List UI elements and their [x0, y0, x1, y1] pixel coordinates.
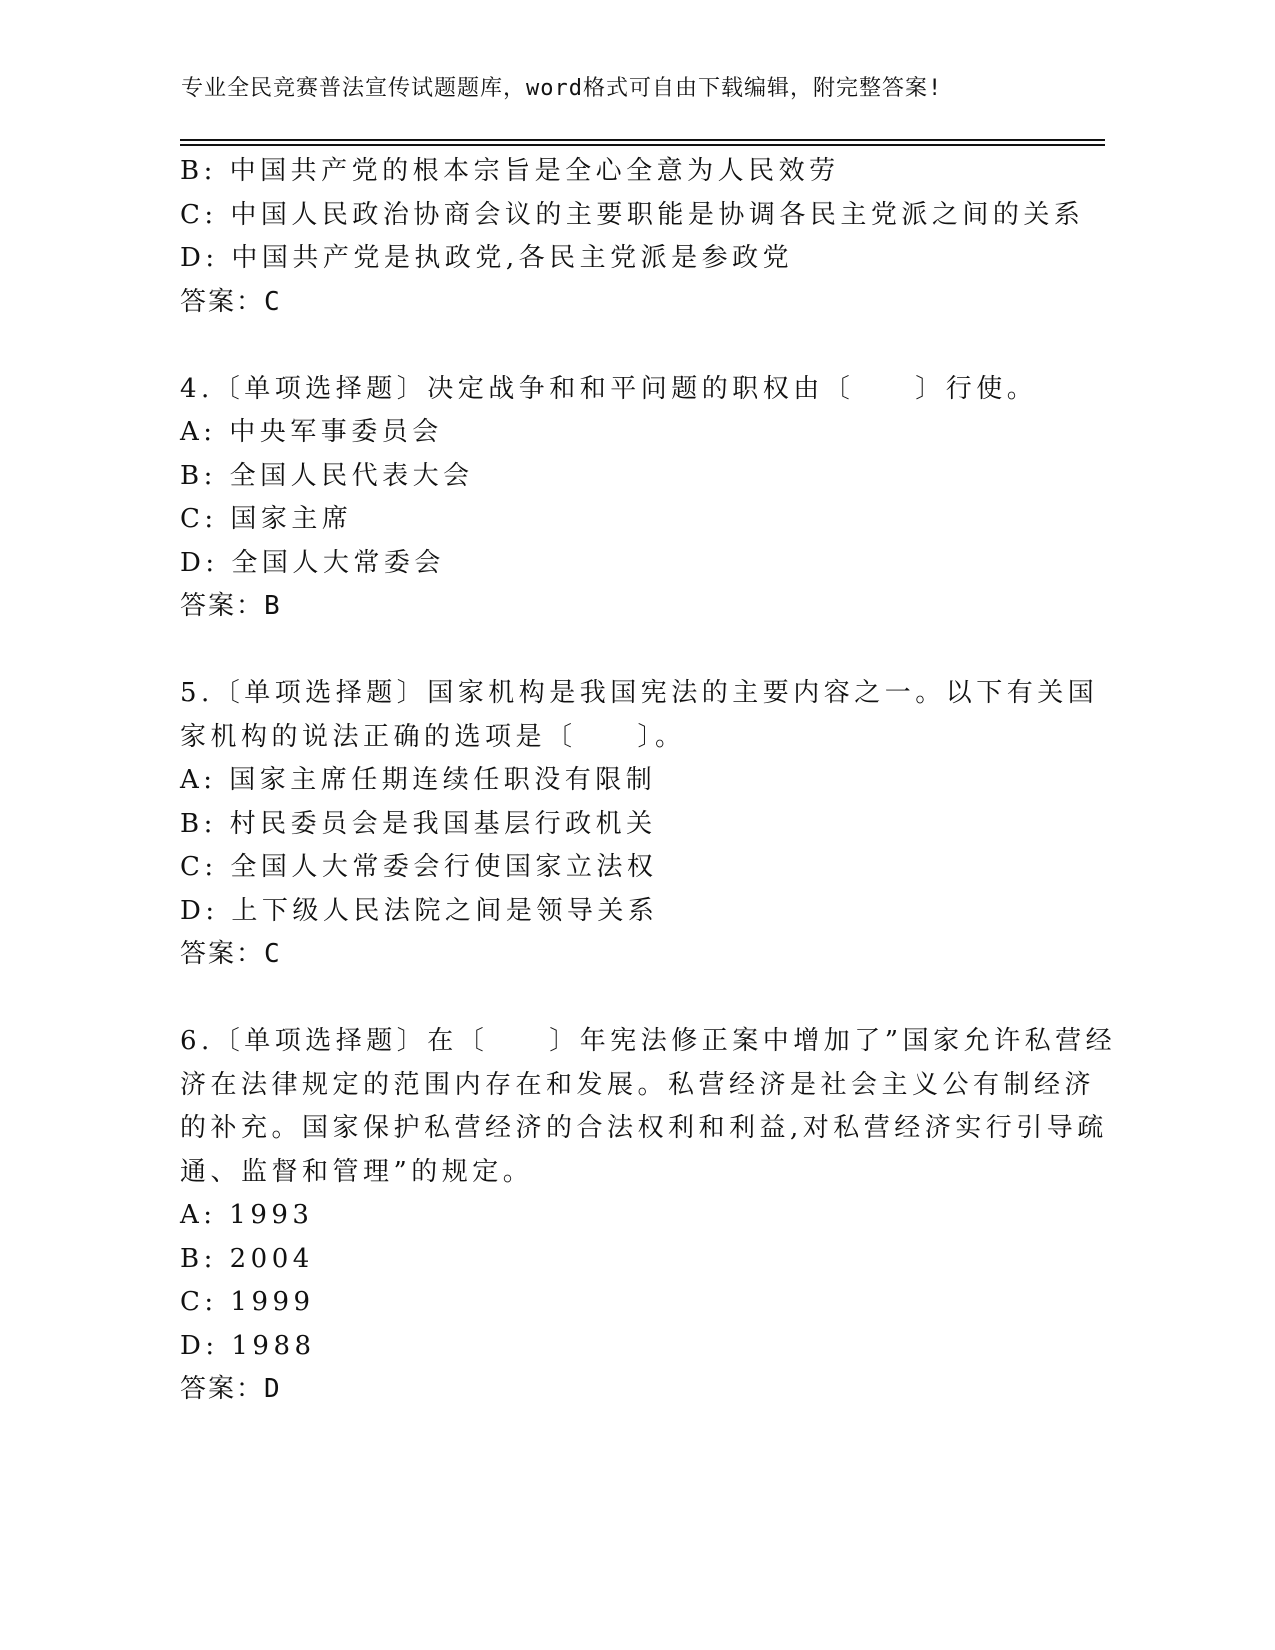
option-d: D: 中国共产党是执政党,各民主党派是参政党 [180, 243, 794, 273]
option-b: B: 2004 [180, 1243, 314, 1274]
option-a: A: 1993 [180, 1200, 314, 1230]
answer-line: 答案：C [180, 286, 282, 317]
option-c: C: 国家主席 [180, 504, 353, 534]
answer-line: 答案：D [180, 1374, 282, 1404]
question-4 [180, 368, 1050, 629]
option-b: B: 村民委员会是我国基层行政机关 [180, 808, 657, 839]
question-stem-line-2: 家机构的说法正确的选项是〔 〕。 [180, 721, 686, 752]
option-a: A: 中央军事委员会 [180, 417, 443, 447]
option-b: B: 中国共产党的根本宗旨是全心全意为人民效劳 [180, 156, 840, 186]
header-divider-bottom [180, 144, 1105, 146]
question-5 [180, 672, 1099, 977]
question-3-tail [180, 150, 1085, 324]
option-d: D: 1988 [180, 1330, 316, 1361]
question-stem-line-1: 5.〔单项选择题〕国家机构是我国宪法的主要内容之一。以下有关国 [180, 678, 1099, 708]
answer-line: 答案：B [180, 591, 282, 621]
question-stem-line-3: 的补充。国家保护私营经济的合法权利和利益,对私营经济实行引导疏 [180, 1113, 1108, 1143]
answer-line: 答案：C [180, 939, 282, 969]
option-c: C: 中国人民政治协商会议的主要职能是协调各民主党派之间的关系 [180, 199, 1085, 230]
question-stem: 4.〔单项选择题〕决定战争和和平问题的职权由〔 〕行使。 [180, 373, 1038, 404]
option-b: B: 全国人民代表大会 [180, 460, 474, 491]
question-stem-line-2: 济在法律规定的范围内存在和发展。私营经济是社会主义公有制经济 [180, 1069, 1096, 1100]
header-divider-top [180, 139, 1105, 141]
option-c: C: 全国人大常委会行使国家立法权 [180, 852, 658, 882]
option-c: C: 1999 [180, 1287, 315, 1317]
question-6 [180, 1020, 1117, 1412]
question-stem-line-4: 通、监督和管理”的规定。 [180, 1156, 534, 1187]
option-d: D: 全国人大常委会 [180, 547, 445, 578]
document-body [180, 150, 1117, 1412]
option-d: D: 上下级人民法院之间是领导关系 [180, 895, 659, 926]
question-stem-line-1: 6.〔单项选择题〕在〔 〕年宪法修正案中增加了”国家允许私营经 [180, 1026, 1117, 1056]
option-a: A: 国家主席任期连续任职没有限制 [180, 765, 657, 795]
page-header: 专业全民竞赛普法宣传试题题库，word格式可自由下载编辑，附完整答案! [181, 76, 943, 101]
